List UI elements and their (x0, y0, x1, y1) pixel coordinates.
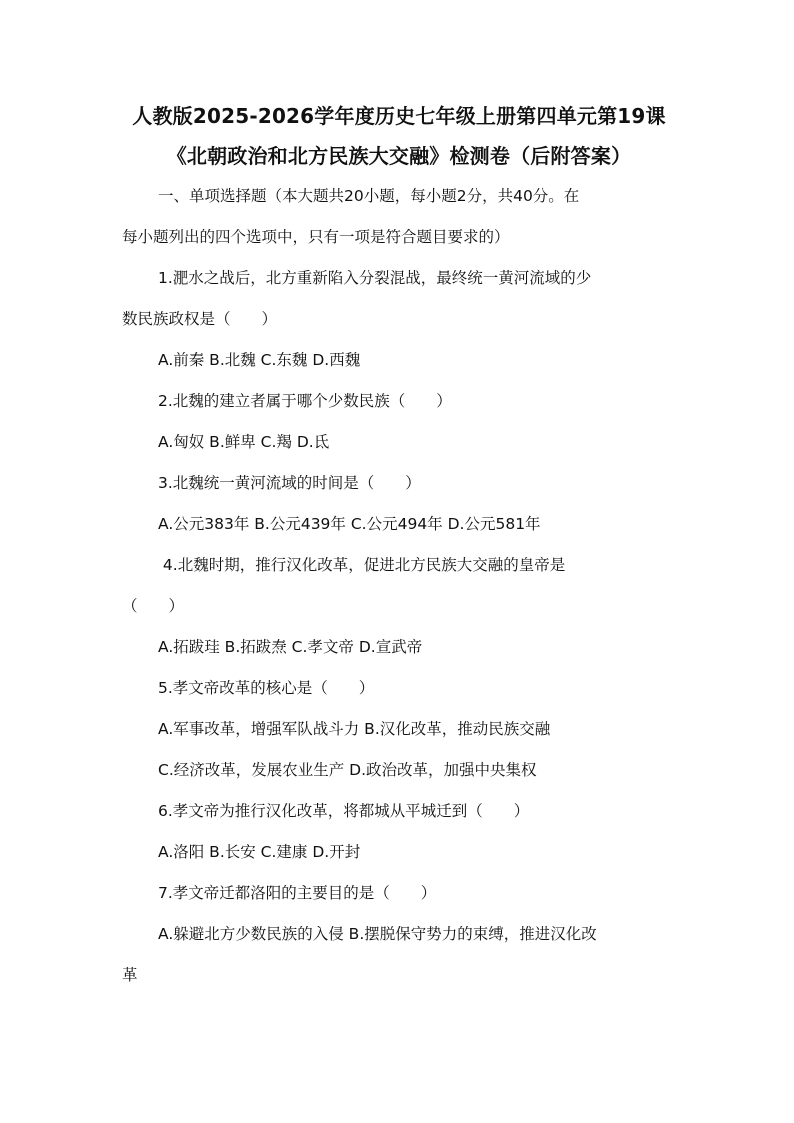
question-7-options-line-2: 革 (122, 966, 138, 984)
question-1-options: A.前秦 B.北魏 C.东魏 D.西魏 (158, 351, 361, 369)
question-2-options: A.匈奴 B.鲜卑 C.羯 D.氐 (158, 433, 330, 451)
question-2-stem: 2.北魏的建立者属于哪个少数民族（ ） (158, 392, 452, 410)
title-line-2: 《北朝政治和北方民族大交融》检测卷（后附答案） (166, 144, 632, 168)
question-1-stem-line-2: 数民族政权是（ ） (122, 310, 278, 328)
question-5-stem: 5.孝文帝改革的核心是（ ） (158, 679, 375, 697)
question-3-stem: 3.北魏统一黄河流域的时间是（ ） (158, 474, 421, 492)
title-line-1: 人教版2025-2026学年度历史七年级上册第四单元第19课 (132, 104, 666, 128)
question-7-options-line-1: A.躲避北方少数民族的入侵 B.摆脱保守势力的束缚，推进汉化改 (158, 925, 597, 943)
question-3-options: A.公元383年 B.公元439年 C.公元494年 D.公元581年 (158, 515, 541, 533)
question-1-stem-line-1: 1.淝水之战后，北方重新陷入分裂混战，最终统一黄河流域的少 (158, 269, 592, 287)
question-4-stem-line-2: （ ） (122, 597, 185, 615)
question-6-stem: 6.孝文帝为推行汉化改革，将都城从平城迁到（ ） (158, 802, 530, 820)
document-title (122, 96, 676, 176)
question-4-stem-line-1: 4.北魏时期，推行汉化改革，促进北方民族大交融的皇帝是 (158, 556, 566, 574)
question-4-options: A.拓跋珪 B.拓跋焘 C.孝文帝 D.宣武帝 (158, 638, 423, 656)
question-5-options-line-2: C.经济改革，发展农业生产 D.政治改革，加强中央集权 (158, 761, 537, 779)
question-7-stem: 7.孝文帝迁都洛阳的主要目的是（ ） (158, 884, 437, 902)
question-5-options-line-1: A.军事改革，增强军队战斗力 B.汉化改革，推动民族交融 (158, 720, 551, 738)
question-6-options: A.洛阳 B.长安 C.建康 D.开封 (158, 843, 361, 861)
section-heading-line-2: 每小题列出的四个选项中，只有一项是符合题目要求的） (122, 228, 510, 246)
section-heading-line-1: 一、单项选择题（本大题共20小题，每小题2分，共40分。在 (158, 187, 580, 205)
